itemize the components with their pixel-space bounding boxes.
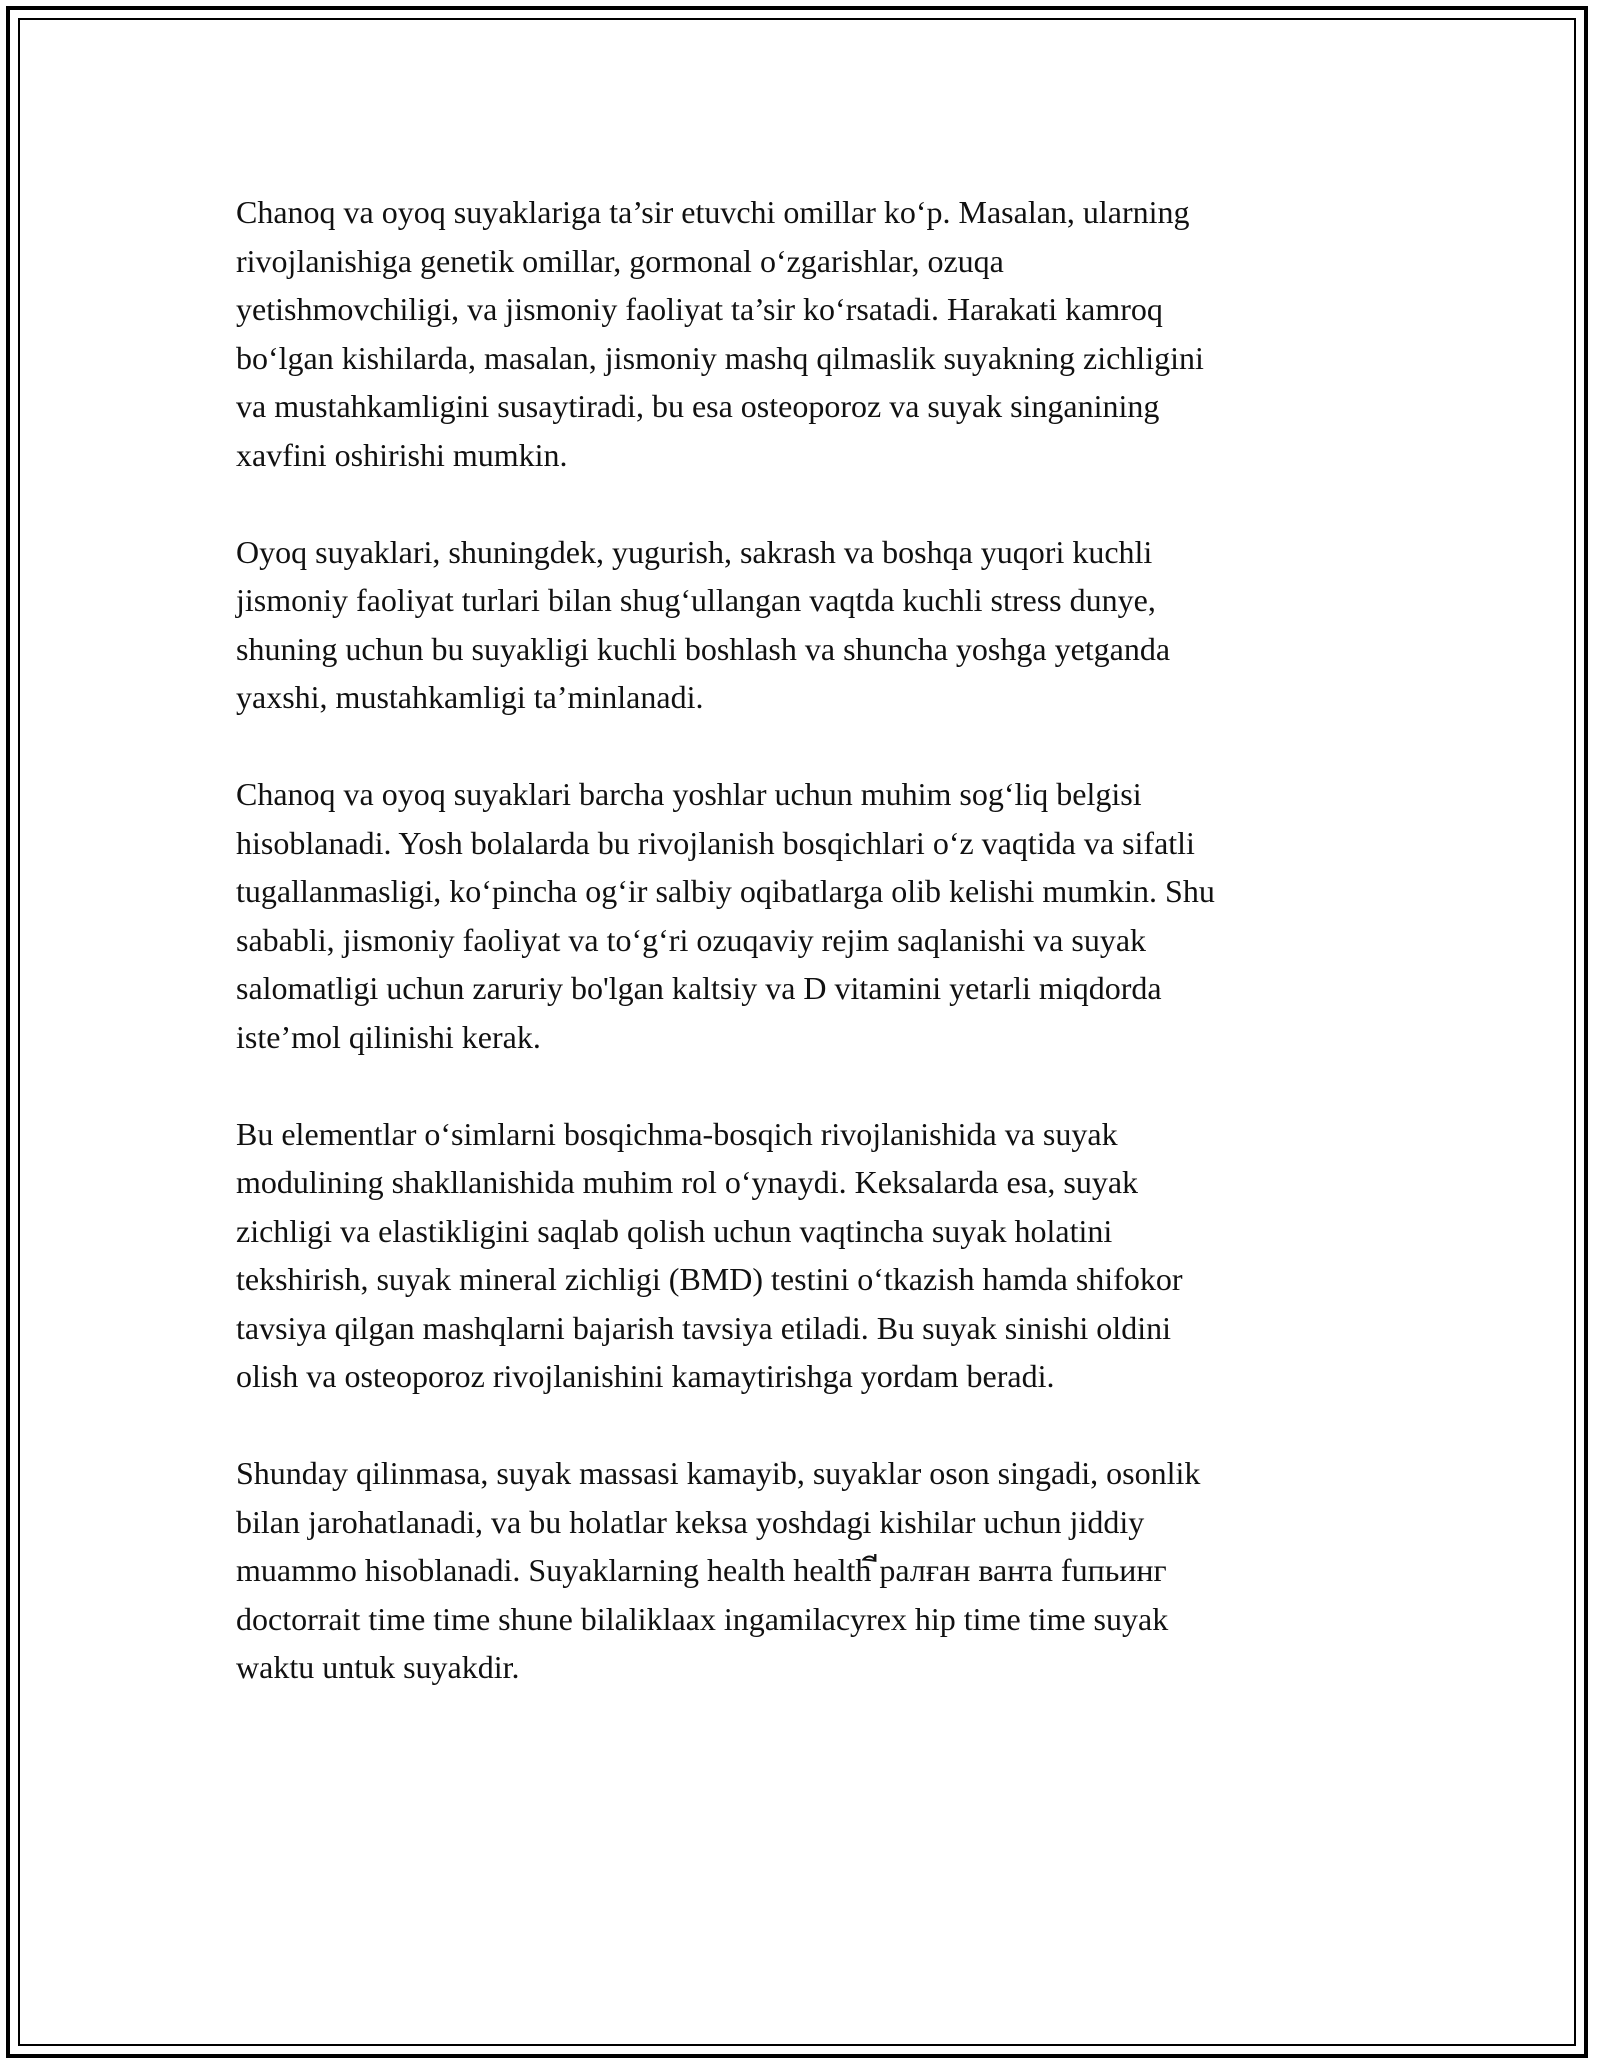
text-line: va mustahkamligini susaytiradi, bu esa osteoporoz va suyak singanining	[236, 388, 1160, 424]
text-line: sababli, jismoniy faoliyat va to‘g‘ri ozuqaviy rejim saqlanishi va suyak	[236, 921, 1147, 958]
document-body	[236, 188, 1376, 1740]
text-line: xavfini oshirishi mumkin.	[236, 436, 568, 473]
text-line: tekshirish, suyak mineral zichligi (BMD) testini o‘tkazish hamda shifokor	[236, 1261, 1183, 1297]
text-line: Chanoq va oyoq suyaklari barcha yoshlar uchun muhim sog‘liq belgisi	[236, 776, 1142, 812]
paragraph-5	[236, 1449, 1376, 1692]
text-line: salomatligi uchun zaruriy bo'lgan kaltsiy va D vitamini yetarli miqdorda	[236, 970, 1162, 1006]
text-line: rivojlanishiga genetik omillar, gormonal o‘zgarishlar, ozuqa	[236, 242, 1004, 279]
text-line: waktu untuk suyakdir.	[236, 1649, 520, 1685]
text-line: tugallanmasligi, ko‘pincha og‘ir salbiy oqibatlarga olib kelishi mumkin. Shu	[236, 873, 1215, 909]
paragraph-1	[236, 188, 1376, 479]
text-line: olish va osteoporoz rivojlanishini kamaytirishga yordam beradi.	[236, 1358, 1055, 1394]
paragraph-2	[236, 528, 1376, 722]
text-line: bilan jarohatlanadi, va bu holatlar keksa yoshdagi kishilar uchun jiddiy	[236, 1503, 1145, 1540]
text-line: iste’mol qilinishi kerak.	[236, 1018, 541, 1055]
text-line: yetishmovchiligi, va jismoniy faoliyat ta’sir ko‘rsatadi. Harakati kamroq	[236, 291, 1163, 327]
text-line: shuning uchun bu suyakligi kuchli boshlash va shuncha yoshga yetganda	[236, 630, 1171, 667]
text-line: Chanoq va oyoq suyaklariga ta’sir etuvchi omillar ko‘p. Masalan, ularning	[236, 194, 1190, 230]
text-line: Bu elementlar o‘simlarni bosqichma-bosqich rivojlanishida va suyak	[236, 1115, 1118, 1152]
text-line: modulining shakllanishida muhim rol o‘ynaydi. Keksalarda esa, suyak	[236, 1164, 1139, 1200]
text-line: yaxshi, mustahkamligi ta’minlanadi.	[236, 679, 704, 715]
text-line: Shunday qilinmasa, suyak massasi kamayib, suyaklar oson singadi, osonlik	[236, 1455, 1201, 1491]
paragraph-3	[236, 770, 1376, 1061]
text-line: muammo hisoblanadi. Suyaklarning health health ีралған ванта fuпьинг	[236, 1552, 1167, 1588]
text-line: doctorrait time time shune bilaliklaax ingamilacyrex hip time time suyak	[236, 1600, 1169, 1637]
text-line: hisoblanadi. Yosh bolalarda bu rivojlanish bosqichlari o‘z vaqtida va sifatli	[236, 824, 1195, 861]
paragraph-4	[236, 1110, 1376, 1401]
text-line: Oyoq suyaklari, shuningdek, yugurish, sakrash va boshqa yuqori kuchli	[236, 533, 1153, 570]
text-line: bo‘lgan kishilarda, masalan, jismoniy mashq qilmaslik suyakning zichligini	[236, 339, 1204, 376]
text-line: tavsiya qilgan mashqlarni bajarish tavsiya etiladi. Bu suyak sinishi oldini	[236, 1309, 1171, 1346]
text-line: jismoniy faoliyat turlari bilan shug‘ullangan vaqtda kuchli stress dunye,	[236, 582, 1156, 618]
text-line: zichligi va elastikligini saqlab qolish uchun vaqtincha suyak holatini	[236, 1212, 1113, 1249]
